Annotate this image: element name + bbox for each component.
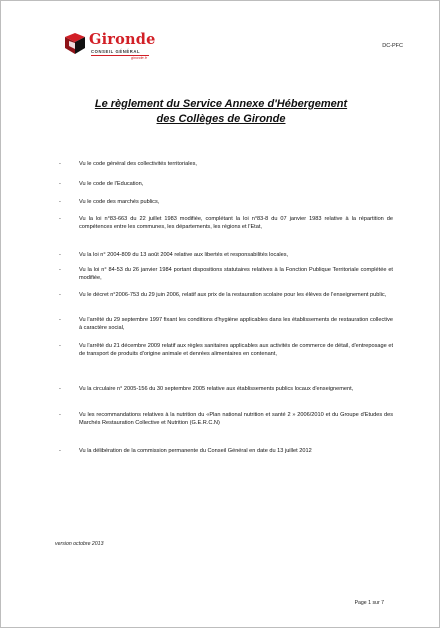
list-item-text: Vu la délibération de la commission permanente du Conseil Général en date du 13 juillet 2012 [79, 448, 312, 454]
list-bullet: - [59, 343, 61, 349]
document-title [41, 97, 401, 127]
list-item [59, 411, 393, 428]
list-item [59, 251, 393, 259]
list-item [59, 160, 393, 168]
gironde-emblem-icon [63, 33, 87, 55]
page-number: Page 1 sur 7 [354, 600, 384, 606]
list-item [59, 291, 393, 299]
list-item [59, 215, 393, 232]
list-item [59, 447, 393, 455]
list-item-text: Vu la circulaire n° 2005-156 du 30 septembre 2005 relative aux établissements publics locaux d'enseignement, [79, 386, 354, 392]
list-bullet: - [59, 386, 61, 392]
title-line-1: Le règlement du Service Annexe d'Hébergement [94, 98, 348, 110]
list-item-text: Vu l'arrêté du 29 septembre 1997 fixant les conditions d'hygiène applicables dans les établissements de restauration collective à caractère social, [79, 317, 393, 332]
list-item [59, 180, 393, 188]
list-bullet: - [59, 317, 61, 323]
document-reference: DC-PFC [382, 43, 403, 49]
list-item [59, 198, 393, 206]
list-item-text: Vu le décret n°2006-753 du 29 juin 2006, relatif aux prix de la restauration scolaire pour les élèves de l'enseignement public, [79, 292, 387, 298]
list-item-text: Vu le code des marchés publics, [79, 199, 160, 205]
list-item [59, 385, 393, 393]
logo-url: gironde.fr [131, 56, 148, 60]
list-bullet: - [59, 161, 61, 167]
version-note: version octobre 2013 [55, 541, 104, 547]
list-item-text: Vu le code de l'Education, [79, 181, 144, 187]
list-bullet: - [59, 252, 61, 258]
list-item-text: Vu les recommandations relatives à la nutrition du «Plan national nutrition et santé 2 » 2006/2010 et du Groupe d'Etudes des Marchés Restauration Collective et Nutrition (G.E.R.C.N) [79, 412, 393, 427]
list-bullet: - [59, 199, 61, 205]
list-item [59, 266, 393, 283]
list-bullet: - [59, 412, 61, 418]
list-bullet: - [59, 267, 61, 273]
list-item-text: Vu la loi n°83-663 du 22 juillet 1983 modifiée, complétant la loi n°83-8 du 07 janvier 1983 relative à la répartition de compétences entre les communes, les départements, les régions et l'Etat, [79, 216, 393, 231]
list-bullet: - [59, 216, 61, 222]
list-item-text: Vu la loi n° 84-53 du 26 janvier 1984 portant dispositions statutaires relatives à la Fonction Publique Territoriale complétée et modifiée, [79, 267, 393, 282]
list-item-text: Vu le code général des collectivités territoriales, [79, 161, 197, 167]
logo-name: Gironde [89, 31, 156, 48]
list-bullet: - [59, 292, 61, 298]
gironde-logo [63, 31, 173, 67]
list-bullet: - [59, 181, 61, 187]
logo-subtitle: CONSEIL GÉNÉRAL [91, 49, 141, 54]
list-item [59, 342, 393, 359]
list-item-text: Vu l'arrêté du 21 décembre 2009 relatif aux règles sanitaires applicables aux activités de commerce de détail, d'entreposage et de transport de produits d'origine animale et denrées alimentaires en contenant, [79, 343, 393, 358]
title-line-2: des Collèges de Gironde [156, 113, 286, 125]
list-bullet: - [59, 448, 61, 454]
list-item [59, 316, 393, 333]
list-item-text: Vu la loi n° 2004-809 du 13 août 2004 relative aux libertés et responsabilités locales, [79, 252, 289, 258]
